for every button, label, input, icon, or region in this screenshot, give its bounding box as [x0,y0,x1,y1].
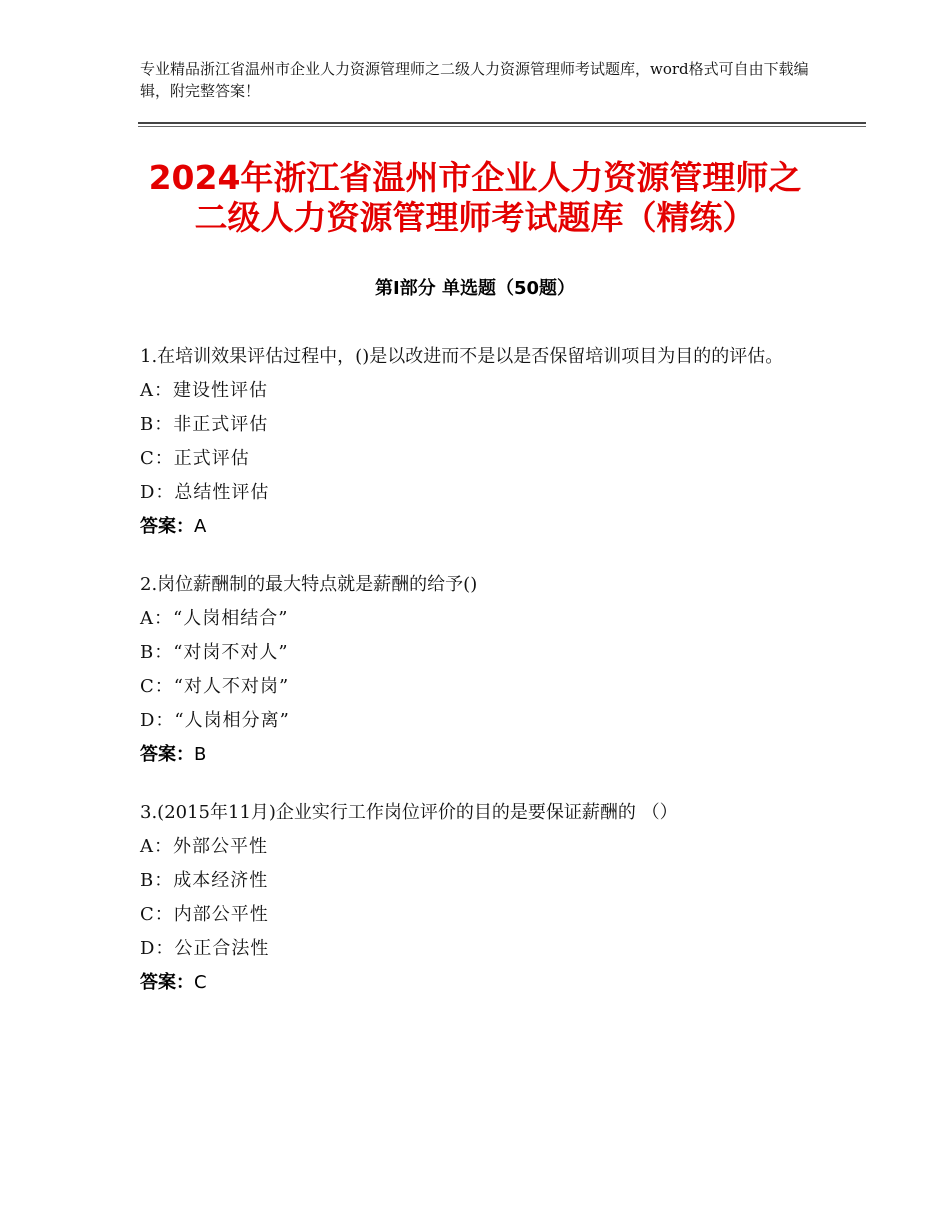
answer-label: 答案： [140,516,194,537]
answer-label: 答案： [140,744,194,765]
answer-value: B [194,744,207,765]
option-b: B：成本经济性 [140,870,269,891]
option-d: D：公正合法性 [140,938,270,959]
option-b: B：“对岗不对人” [140,642,289,663]
option-c: C：正式评估 [140,448,250,469]
question-stem: 3.(2015年11月)企业实行工作岗位评价的目的是要保证薪酬的 （） [140,802,678,823]
question-stem: 2.岗位薪酬制的最大特点就是薪酬的给予() [140,574,478,595]
header-note: 专业精品浙江省温州市企业人力资源管理师之二级人力资源管理师考试题库，word格式可自由下载编辑，附完整答案！ [140,60,809,100]
answer-line [140,510,820,544]
document-title [60,158,890,238]
question-stem: 1.在培训效果评估过程中，()是以改进而不是以是否保留培训项目为目的的评估。 [140,346,784,367]
option-a: A：外部公平性 [140,836,268,857]
answer-value: C [194,972,207,993]
option-b: B：非正式评估 [140,414,269,435]
option-d: D：“人岗相分离” [140,710,290,731]
header-divider-thin [138,126,866,127]
answer-label: 答案： [140,972,194,993]
option-c: C：“对人不对岗” [140,676,290,697]
answer-line [140,738,820,772]
option-d: D：总结性评估 [140,482,270,503]
option-c: C：内部公平性 [140,904,269,925]
answer-line [140,966,820,1000]
answer-value: A [194,516,207,537]
option-a: A：“人岗相结合” [140,608,289,629]
question-1 [140,340,820,544]
section-title: 第Ⅰ部分 单选题（50题） [374,278,575,299]
document-title-line-2: 二级人力资源管理师考试题库（精练） [194,198,756,237]
option-a: A：建设性评估 [140,380,268,401]
document-title-line-1: 2024年浙江省温州市企业人力资源管理师之 [148,158,802,197]
question-3 [140,796,820,1000]
question-list [140,340,820,1024]
header-divider-thick [138,122,866,124]
question-2 [140,568,820,772]
